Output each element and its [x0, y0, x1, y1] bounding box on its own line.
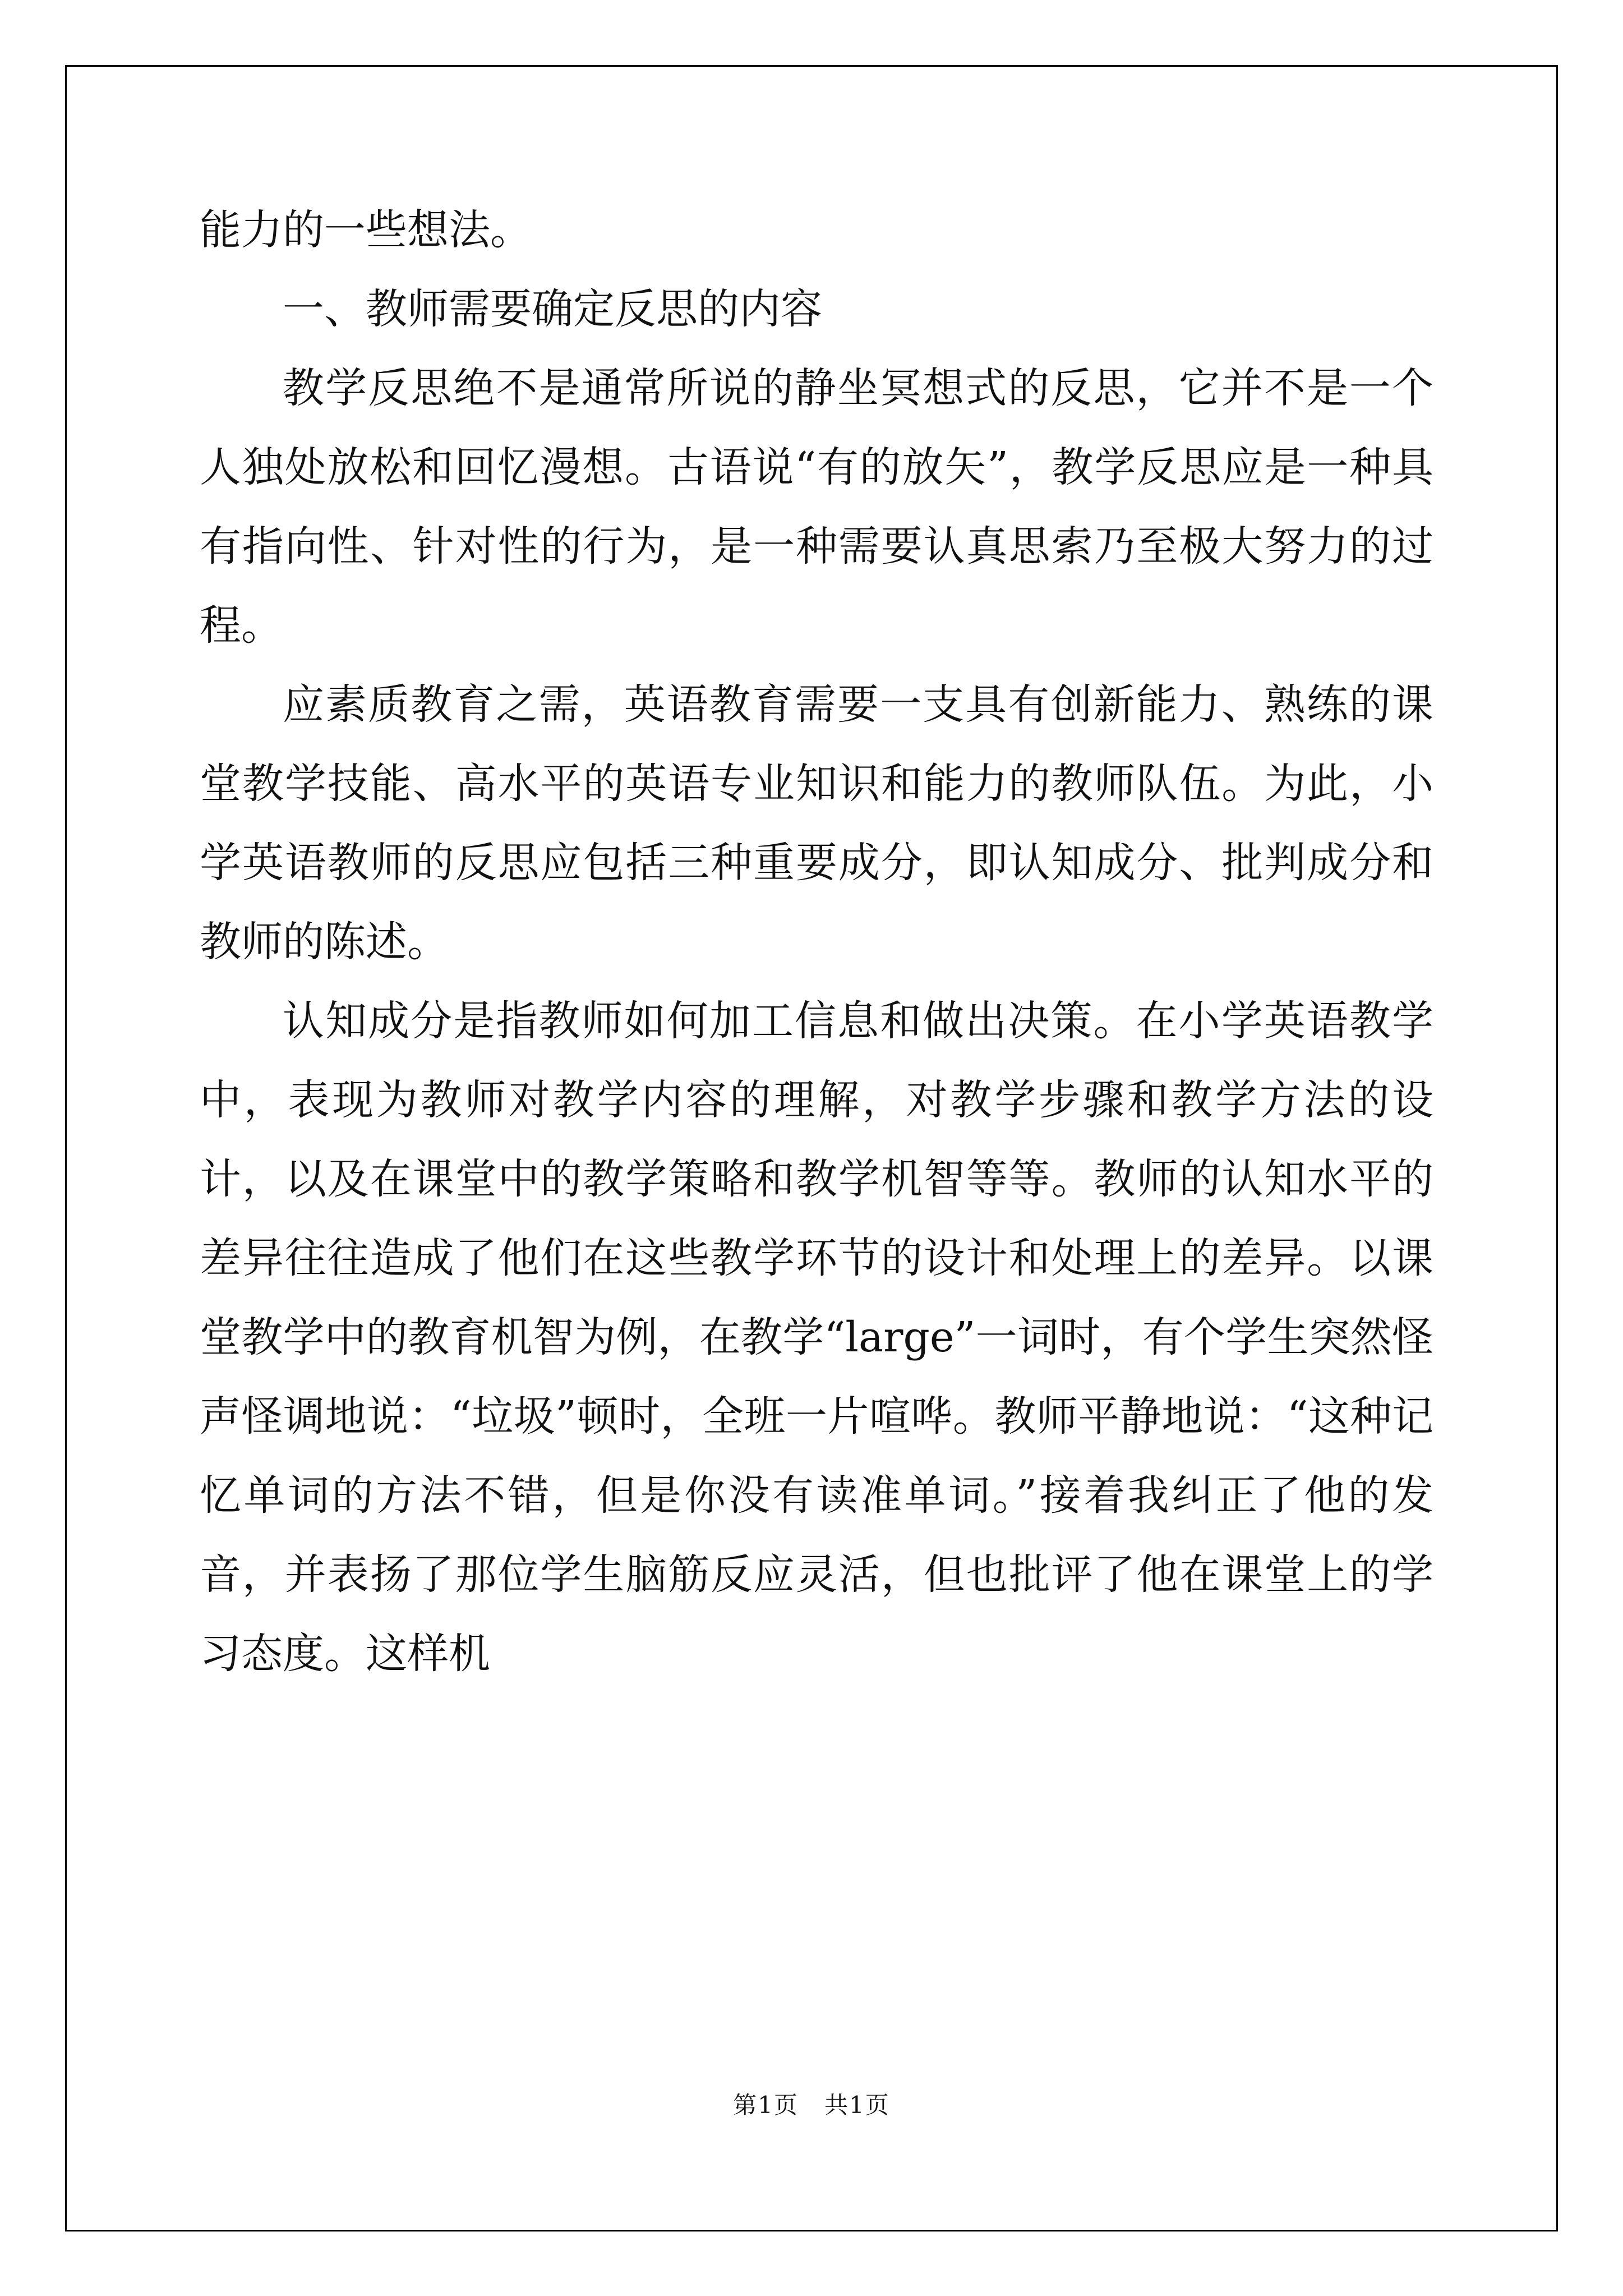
section-heading: 一、教师需要确定反思的内容 — [283, 285, 822, 333]
paragraph: 教学反思绝不是通常所说的静坐冥想式的反思，它并不是一个人独处放松和回忆漫想。古语说“有的放矢”，教学反思应是一种具有指向性、针对性的行为，是一种需要认真思索乃至极大努力的过程。 — [200, 364, 1433, 650]
paragraph-continuation: 能力的一些想法。 — [200, 206, 532, 254]
page-footer — [0, 2087, 1623, 2120]
page-total: 共1页 — [824, 2091, 890, 2119]
paragraph: 认知成分是指教师如何加工信息和做出决策。在小学英语教学中，表现为教师对教学内容的理解，对教学步骤和教学方法的设计，以及在课堂中的教学策略和教学机智等等。教师的认知水平的差异往往造成了他们在这些教学环节的设计和处理上的差异。以课堂教学中的教育机智为例，在教学“large”一词时，有个学生突然怪声怪调地说：“垃圾”顿时，全班一片喧哗。教师平静地说：“这种记忆单词的方法不错，但是你没有读准单词。”接着我纠正了他的发音，并表扬了那位学生脑筋反应灵活，但也批评了他在课堂上的学习态度。这样机 — [200, 997, 1433, 1678]
page-number: 第1页 — [733, 2091, 799, 2119]
paragraph: 应素质教育之需，英语教育需要一支具有创新能力、熟练的课堂教学技能、高水平的英语专业知识和能力的教师队伍。为此，小学英语教师的反思应包括三种重要成分，即认知成分、批判成分和教师的陈述。 — [200, 680, 1433, 966]
document-body — [200, 191, 1433, 1694]
